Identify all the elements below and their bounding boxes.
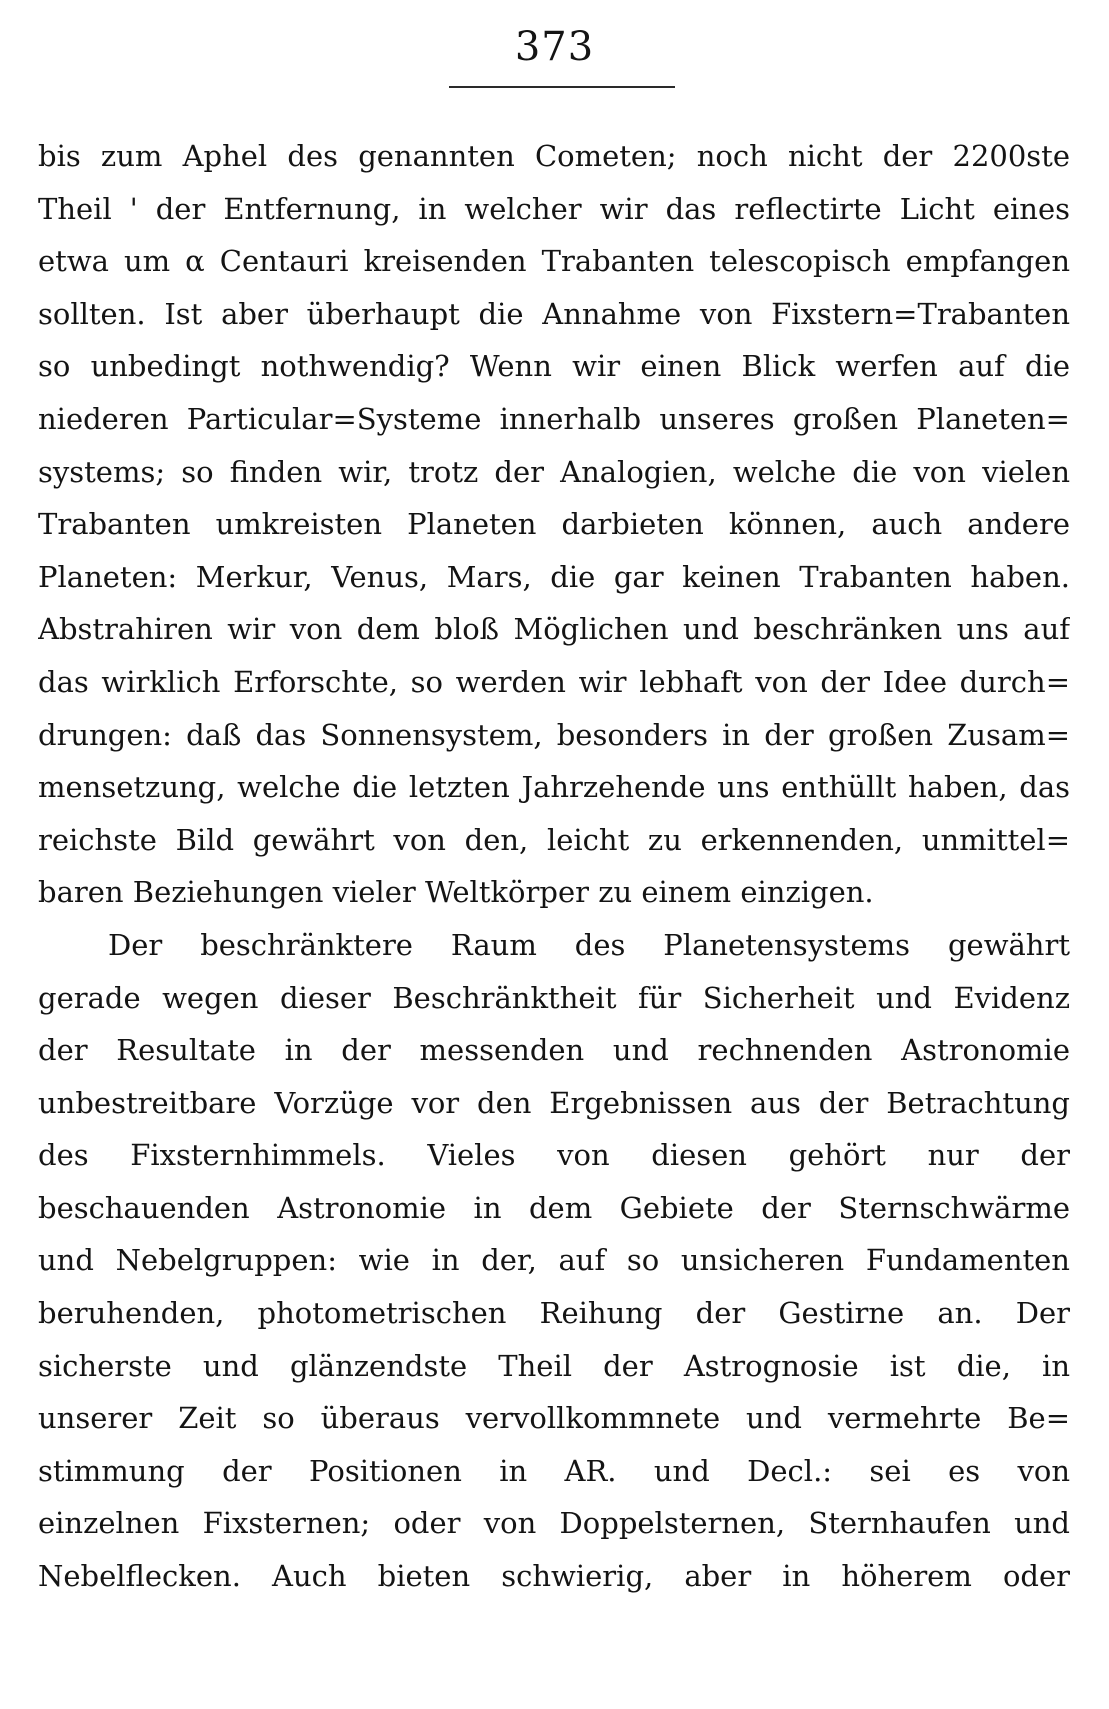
text-line: unserer Zeit so überaus vervollkommnete und vermehrte Be= xyxy=(38,1401,1070,1436)
text-line: Trabanten umkreisten Planeten darbieten können, auch andere xyxy=(38,507,1070,542)
text-line: Nebelflecken. Auch bieten schwierig, aber in höherem oder xyxy=(38,1559,1070,1594)
text-line: unbestreitbare Vorzüge vor den Ergebnissen aus der Betrachtung xyxy=(38,1085,1070,1120)
text-line: und Nebelgruppen: wie in der, auf so unsicheren Fundamenten xyxy=(38,1243,1070,1278)
text-line: reichste Bild gewährt von den, leicht zu erkennenden, unmittel= xyxy=(38,822,1070,857)
body-text xyxy=(38,130,1070,1603)
text-line: der Resultate in der messenden und rechnenden Astronomie xyxy=(38,1033,1070,1068)
text-line: Abstrahiren wir von dem bloß Möglichen und beschränken uns auf xyxy=(38,612,1070,647)
text-line: sicherste und glänzendste Theil der Astrognosie ist die, in xyxy=(38,1348,1070,1383)
text-line: beschauenden Astronomie in dem Gebiete der Sternschwärme xyxy=(38,1190,1070,1225)
text-line: mensetzung, welche die letzten Jahrzehende uns enthüllt haben, das xyxy=(38,770,1070,805)
text-line: einzelnen Fixsternen; oder von Doppelsternen, Sternhaufen und xyxy=(38,1506,1070,1541)
text-line: systems; so finden wir, trotz der Analogien, welche die von vielen xyxy=(38,454,1070,489)
text-line: Der beschränktere Raum des Planetensystems gewährt xyxy=(108,927,1070,962)
text-line: etwa um α Centauri kreisenden Trabanten telescopisch empfangen xyxy=(38,244,1070,279)
text-line: drungen: daß das Sonnensystem, besonders in der großen Zusam= xyxy=(38,717,1070,752)
text-line: Theil ' der Entfernung, in welcher wir das reflectirte Licht eines xyxy=(38,191,1070,226)
page-number: 373 xyxy=(514,24,595,70)
text-line: so unbedingt nothwendig? Wenn wir einen Blick werfen auf die xyxy=(38,349,1070,384)
text-line: das wirklich Erforschte, so werden wir lebhaft von der Idee durch= xyxy=(38,664,1070,699)
text-line: bis zum Aphel des genannten Cometen; noch nicht der 2200ste xyxy=(38,139,1070,173)
text-line: beruhenden, photometrischen Reihung der Gestirne an. Der xyxy=(38,1296,1070,1331)
text-line: baren Beziehungen vieler Weltkörper zu einem einzigen. xyxy=(38,875,874,910)
text-line: niederen Particular=Systeme innerhalb unseres großen Planeten= xyxy=(38,401,1070,436)
text-line: Planeten: Merkur, Venus, Mars, die gar keinen Trabanten haben. xyxy=(38,559,1070,594)
text-line: gerade wegen dieser Beschränktheit für Sicherheit und Evidenz xyxy=(38,980,1070,1015)
text-line: sollten. Ist aber überhaupt die Annahme von Fixstern=Trabanten xyxy=(38,296,1070,331)
text-line: des Fixsternhimmels. Vieles von diesen gehört nur der xyxy=(38,1138,1070,1173)
text-line: stimmung der Positionen in AR. und Decl.: sei es von xyxy=(38,1453,1070,1488)
header-rule xyxy=(449,86,675,88)
